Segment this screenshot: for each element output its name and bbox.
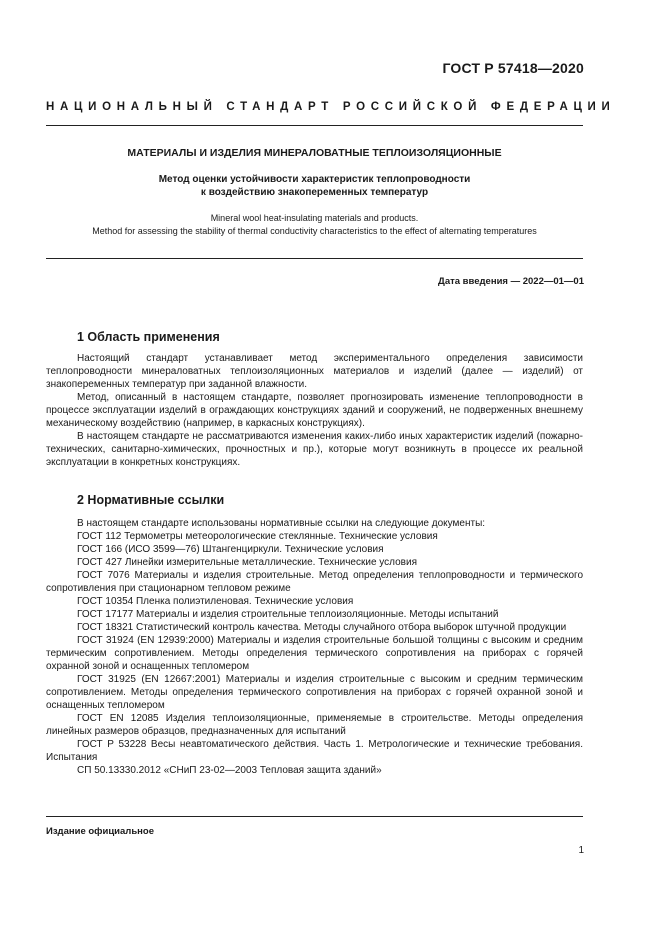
document-subtitle: [46, 173, 583, 199]
english-title-line: Mineral wool heat-insulating materials and products.: [210, 213, 419, 223]
section-1-heading: 1 Область применения: [77, 330, 220, 344]
paragraph: Настоящий стандарт устанавливает метод экспериментального определения зависимости теплопроводности минераловатных теплоизоляционных материалов и изделий (далее — изделий) от знакопеременных температур при заданной влажности.: [46, 353, 583, 390]
introduction-date: Дата введения — 2022—01—01: [438, 276, 584, 287]
reference-item: ГОСТ 10354 Пленка полиэтиленовая. Технические условия: [77, 596, 354, 607]
paragraph: В настоящем стандарте не рассматриваются изменения каких-либо иных характеристик изделий (пожарно-технических, санитарно-химических, прочностных и пр.), которые могут возникнуть в процессе их реальной эксплуатации в конкретных конструкциях.: [46, 431, 583, 468]
subtitle-line: Метод оценки устойчивости характеристик теплопроводности: [158, 174, 471, 185]
reference-item: ГОСТ 7076 Материалы и изделия строительные. Метод определения теплопроводности и термического сопротивления при стационарном тепловом режиме: [46, 570, 583, 594]
english-title-line: Method for assessing the stability of thermal conductivity characteristics to the effect of alternating temperatures: [92, 225, 537, 236]
page-number: 1: [578, 845, 584, 856]
section-2-heading: 2 Нормативные ссылки: [77, 493, 225, 507]
reference-item: ГОСТ 18321 Статистический контроль качества. Методы случайного отбора выборок штучной продукции: [77, 622, 567, 633]
footer-rule: [46, 816, 583, 817]
reference-item: ГОСТ 31925 (EN 12667:2001) Материалы и изделия строительные с высоким и средним термическим сопротивлением. Методы определения термического сопротивления на приборах с горячей охранной зоной и оснащенных тепломером: [46, 674, 583, 711]
document-title: МАТЕРИАЛЫ И ИЗДЕЛИЯ МИНЕРАЛОВАТНЫЕ ТЕПЛОИЗОЛЯЦИОННЫЕ: [127, 147, 502, 159]
english-title: [46, 212, 583, 237]
top-rule: [46, 125, 583, 126]
reference-item: ГОСТ EN 12085 Изделия теплоизоляционные, применяемые в строительстве. Методы определения линейных размеров образцов, предназначенных для испытаний: [46, 713, 583, 737]
section-1-body: [46, 352, 583, 469]
reference-item: ГОСТ 427 Линейки измерительные металлические. Технические условия: [77, 557, 417, 568]
reference-item: ГОСТ Р 53228 Весы неавтоматического действия. Часть 1. Метрологические и технические требования. Испытания: [46, 739, 583, 763]
normative-references-list: [46, 517, 583, 777]
gost-number: ГОСТ Р 57418—2020: [442, 60, 584, 76]
reference-item: ГОСТ 166 (ИСО 3599—76) Штангенциркули. Технические условия: [77, 544, 384, 555]
official-edition-label: Издание официальное: [46, 826, 154, 837]
subtitle-line: к воздействию знакопеременных температур: [200, 187, 429, 198]
title-rule: [46, 258, 583, 259]
paragraph: Метод, описанный в настоящем стандарте, позволяет прогнозировать изменение теплопроводности в процессе эксплуатации изделий в ограждающих конструкциях зданий и сооружений, не подверженных внешнему механическому воздействию (например, в каркасных конструкциях).: [46, 392, 583, 429]
reference-item: В настоящем стандарте использованы нормативные ссылки на следующие документы:: [77, 518, 486, 529]
reference-item: СП 50.13330.2012 «СНиП 23-02—2003 Тепловая защита зданий»: [77, 765, 382, 776]
national-standard-heading: НАЦИОНАЛЬНЫЙ СТАНДАРТ РОССИЙСКОЙ ФЕДЕРАЦИИ: [46, 101, 616, 113]
reference-item: ГОСТ 31924 (EN 12939:2000) Материалы и изделия строительные большой толщины с высоким и средним термическим сопротивлением. Методы определения термического сопротивления на приборах с горячей охранной зоной и оснащенных тепломером: [46, 635, 583, 672]
reference-item: ГОСТ 112 Термометры метеорологические стеклянные. Технические условия: [77, 531, 438, 542]
reference-item: ГОСТ 17177 Материалы и изделия строительные теплоизоляционные. Методы испытаний: [77, 609, 499, 620]
